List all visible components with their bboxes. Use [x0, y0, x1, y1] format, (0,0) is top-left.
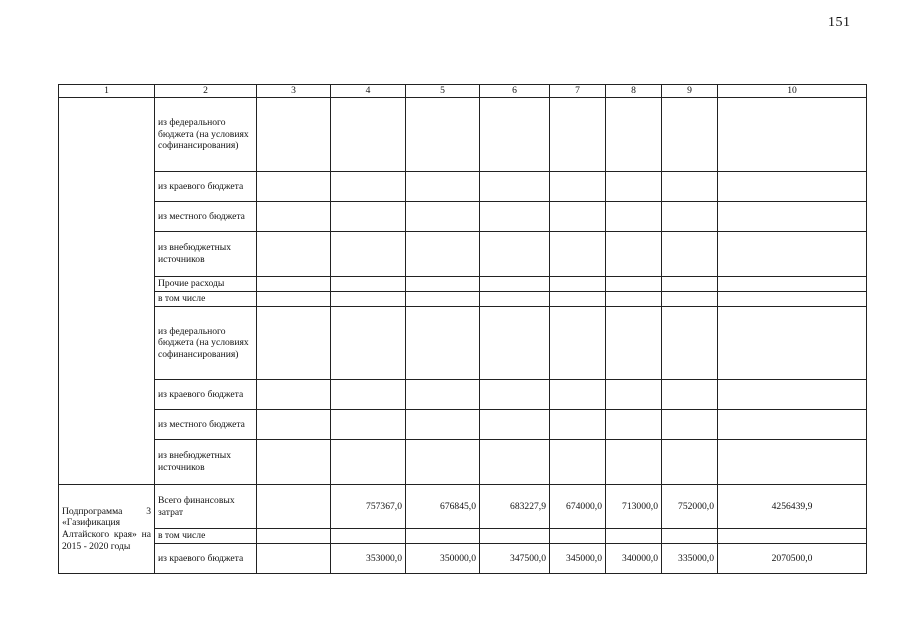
- value-cell: [550, 292, 606, 307]
- header-cell: 2: [155, 85, 257, 98]
- table-row: [59, 440, 867, 485]
- source-label: в том числе: [155, 529, 257, 544]
- header-cell: 5: [406, 85, 480, 98]
- value-cell: [331, 277, 406, 292]
- header-cell: 8: [606, 85, 662, 98]
- value-cell: [406, 292, 480, 307]
- value-cell: [257, 529, 331, 544]
- value-cell: [550, 440, 606, 485]
- value-cell: [606, 529, 662, 544]
- value-cell: [257, 440, 331, 485]
- total-cell: 2070500,0: [718, 544, 867, 574]
- table-row: [59, 544, 867, 574]
- source-label: из краевого бюджета: [155, 172, 257, 202]
- value-cell: [480, 98, 550, 172]
- value-cell: [257, 410, 331, 440]
- value-cell: [550, 410, 606, 440]
- value-cell: [662, 172, 718, 202]
- total-cell: [718, 380, 867, 410]
- source-label: из местного бюджета: [155, 202, 257, 232]
- value-cell: 347500,0: [480, 544, 550, 574]
- value-cell: 683227,9: [480, 485, 550, 529]
- value-cell: [662, 410, 718, 440]
- value-cell: [662, 277, 718, 292]
- subprogram-title-cell: Подпрограмма 3 «Газификация Алтайского края» на 2015 - 2020 годы: [59, 485, 155, 574]
- header-cell: 1: [59, 85, 155, 98]
- table-row: [59, 307, 867, 380]
- row-title-cell: [59, 98, 155, 485]
- source-label: Всего финансовых затрат: [155, 485, 257, 529]
- value-cell: 345000,0: [550, 544, 606, 574]
- value-cell: [662, 202, 718, 232]
- source-label: из федерального бюджета (на условиях софинансирования): [155, 307, 257, 380]
- value-cell: [480, 202, 550, 232]
- value-cell: [406, 410, 480, 440]
- value-cell: [257, 544, 331, 574]
- value-cell: [550, 307, 606, 380]
- value-cell: [331, 410, 406, 440]
- value-cell: [480, 440, 550, 485]
- table-row: [59, 410, 867, 440]
- value-cell: [406, 277, 480, 292]
- value-cell: [331, 529, 406, 544]
- value-cell: [257, 292, 331, 307]
- value-cell: [331, 172, 406, 202]
- table-row: [59, 172, 867, 202]
- source-label: из внебюджетных источников: [155, 232, 257, 277]
- value-cell: [331, 292, 406, 307]
- value-cell: [331, 380, 406, 410]
- total-cell: [718, 202, 867, 232]
- table-row: [59, 277, 867, 292]
- value-cell: [331, 98, 406, 172]
- value-cell: [662, 232, 718, 277]
- value-cell: [662, 440, 718, 485]
- value-cell: [257, 485, 331, 529]
- value-cell: [331, 202, 406, 232]
- value-cell: 752000,0: [662, 485, 718, 529]
- value-cell: [406, 232, 480, 277]
- table-row: [59, 380, 867, 410]
- header-cell: 10: [718, 85, 867, 98]
- value-cell: [257, 277, 331, 292]
- value-cell: [550, 98, 606, 172]
- value-cell: 340000,0: [606, 544, 662, 574]
- total-cell: [718, 98, 867, 172]
- value-cell: [257, 380, 331, 410]
- value-cell: 335000,0: [662, 544, 718, 574]
- value-cell: [257, 307, 331, 380]
- value-cell: [480, 529, 550, 544]
- value-cell: [606, 172, 662, 202]
- value-cell: [331, 440, 406, 485]
- value-cell: [331, 232, 406, 277]
- source-label: Прочие расходы: [155, 277, 257, 292]
- table-row: [59, 529, 867, 544]
- value-cell: [480, 292, 550, 307]
- value-cell: 674000,0: [550, 485, 606, 529]
- value-cell: [606, 232, 662, 277]
- value-cell: [257, 98, 331, 172]
- page-number: 151: [828, 15, 851, 30]
- value-cell: [606, 410, 662, 440]
- value-cell: [257, 232, 331, 277]
- table-row: [59, 202, 867, 232]
- value-cell: [662, 98, 718, 172]
- table-row: [59, 98, 867, 172]
- value-cell: [480, 380, 550, 410]
- value-cell: [662, 529, 718, 544]
- value-cell: 350000,0: [406, 544, 480, 574]
- value-cell: [480, 277, 550, 292]
- header-cell: 9: [662, 85, 718, 98]
- table-row: [59, 485, 867, 529]
- value-cell: [331, 307, 406, 380]
- value-cell: 353000,0: [331, 544, 406, 574]
- value-cell: [406, 529, 480, 544]
- total-cell: [718, 529, 867, 544]
- value-cell: [406, 440, 480, 485]
- value-cell: [406, 98, 480, 172]
- table-row: [59, 232, 867, 277]
- value-cell: [606, 307, 662, 380]
- header-cell: 7: [550, 85, 606, 98]
- total-cell: [718, 292, 867, 307]
- value-cell: [550, 529, 606, 544]
- header-row: [59, 85, 867, 98]
- source-label: из федерального бюджета (на условиях софинансирования): [155, 98, 257, 172]
- total-cell: [718, 440, 867, 485]
- header-cell: 4: [331, 85, 406, 98]
- value-cell: [662, 380, 718, 410]
- value-cell: [662, 292, 718, 307]
- value-cell: [480, 307, 550, 380]
- total-cell: [718, 307, 867, 380]
- value-cell: [606, 202, 662, 232]
- value-cell: [406, 172, 480, 202]
- value-cell: 676845,0: [406, 485, 480, 529]
- source-label: из внебюджетных источников: [155, 440, 257, 485]
- value-cell: [257, 172, 331, 202]
- budget-table: [58, 84, 867, 574]
- total-cell: [718, 232, 867, 277]
- value-cell: [550, 232, 606, 277]
- value-cell: [662, 307, 718, 380]
- value-cell: [606, 292, 662, 307]
- source-label: из местного бюджета: [155, 410, 257, 440]
- value-cell: [480, 232, 550, 277]
- value-cell: [480, 172, 550, 202]
- value-cell: [406, 202, 480, 232]
- value-cell: [480, 410, 550, 440]
- value-cell: 757367,0: [331, 485, 406, 529]
- source-label: из краевого бюджета: [155, 544, 257, 574]
- value-cell: 713000,0: [606, 485, 662, 529]
- value-cell: [550, 380, 606, 410]
- total-cell: [718, 277, 867, 292]
- total-cell: [718, 172, 867, 202]
- value-cell: [550, 277, 606, 292]
- value-cell: [606, 380, 662, 410]
- total-cell: 4256439,9: [718, 485, 867, 529]
- header-cell: 3: [257, 85, 331, 98]
- value-cell: [606, 440, 662, 485]
- value-cell: [406, 380, 480, 410]
- table-row: [59, 292, 867, 307]
- value-cell: [606, 277, 662, 292]
- value-cell: [550, 172, 606, 202]
- total-cell: [718, 410, 867, 440]
- value-cell: [606, 98, 662, 172]
- header-cell: 6: [480, 85, 550, 98]
- value-cell: [550, 202, 606, 232]
- source-label: в том числе: [155, 292, 257, 307]
- source-label: из краевого бюджета: [155, 380, 257, 410]
- value-cell: [406, 307, 480, 380]
- value-cell: [257, 202, 331, 232]
